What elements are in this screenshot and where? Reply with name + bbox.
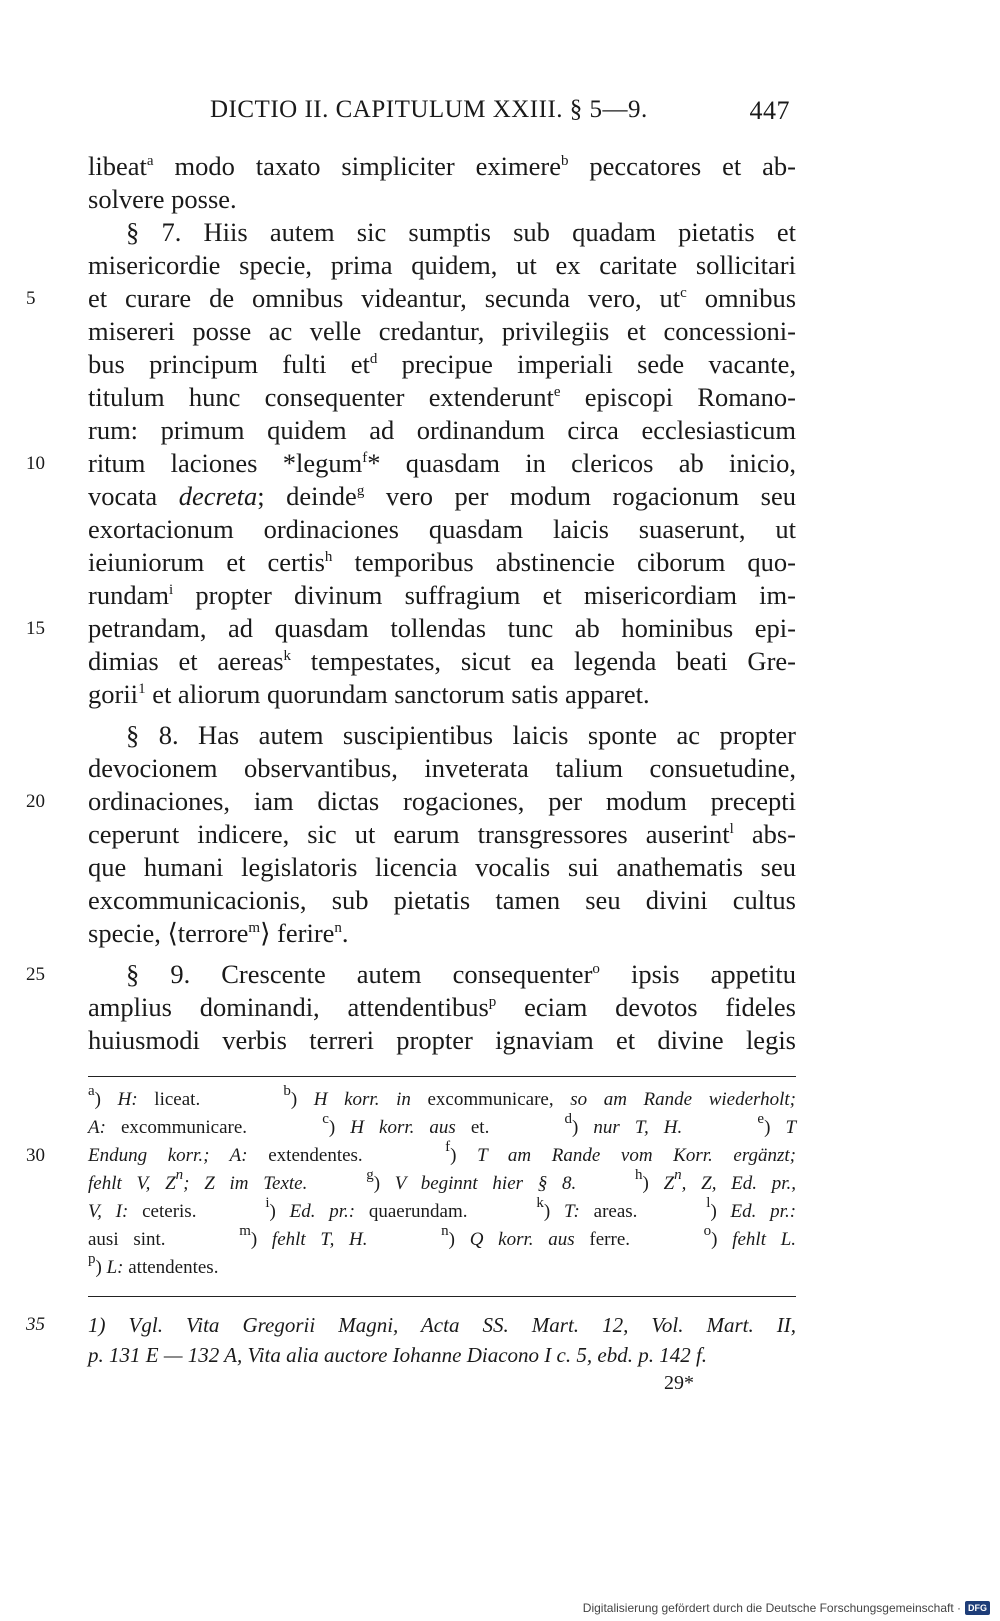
text-line [88, 480, 796, 513]
signature-mark: 29* [664, 1372, 694, 1394]
text-line-text: ordinaciones, iam dictas rogaciones, per modum precepti [88, 786, 796, 816]
text-line [88, 645, 796, 678]
text-line [26, 785, 796, 818]
digitization-credit [583, 1601, 990, 1615]
text-line-text: amplius dominandi, attendentibus$^p$ eciam devotos fideles [88, 992, 796, 1022]
text-line [88, 818, 796, 851]
text-line [88, 1024, 796, 1057]
text-line [88, 150, 796, 183]
text-line-text: misereri posse ac velle credantur, privilegiis et concessioni- [88, 316, 796, 346]
footnote-line-text: V, I: ceteris. $^i$) Ed. pr.: quaerundam. $^k$) T: areas. $^l$) Ed. pr.: [88, 1195, 797, 1222]
text-line [88, 348, 796, 381]
text-line-text: rum: primum quidem ad ordinandum circa ecclesiasticum [88, 415, 796, 445]
footnote-line [88, 1195, 797, 1226]
footnote-line-text: Endung korr.; A: extendentes. $^f$) T am Rande vom Korr. ergänzt; [88, 1139, 797, 1166]
footnote-line [88, 1223, 797, 1254]
footnote-line [88, 1251, 796, 1282]
line-number: 5 [26, 288, 36, 309]
text-line [88, 579, 796, 612]
text-line-text: solvere posse. [88, 184, 237, 214]
text-line-text: specie, ⟨terrore$^m$⟩ ferire$^n$. [88, 918, 349, 948]
credit-text: Digitalisierung gefördert durch die Deutsche Forschungsgemeinschaft · [582, 1601, 961, 1615]
page-number: 447 [749, 96, 790, 125]
line-number: 25 [26, 964, 45, 985]
footnote-line-text: $^p$) L: attendentes. [88, 1251, 219, 1278]
running-header [200, 96, 790, 132]
text-line [88, 678, 796, 711]
reference-line-text: p. 131 E — 132 A, Vita alia auctore Iohanne Diacono I c. 5, ebd. p. 142 f. [88, 1343, 708, 1367]
footnote-line [88, 1111, 797, 1142]
text-line [26, 447, 796, 480]
text-line-text: rundam$^i$ propter divinum suffragium et misericordiam im- [88, 580, 796, 610]
critical-apparatus [26, 1083, 797, 1282]
text-line-text: ritum laciones *legum$^f$* quasdam in clericos ab inicio, [88, 448, 796, 478]
reference-line [26, 1310, 797, 1340]
text-line [88, 315, 796, 348]
text-line [88, 917, 796, 950]
text-line-text: petrandam, ad quasdam tollendas tunc ab hominibus epi- [88, 613, 796, 643]
text-line [88, 183, 796, 216]
text-line-text: et curare de omnibus videantur, secunda vero, $ut^c$ omnibus [88, 283, 797, 313]
text-line-text: bus principum fulti $et^d$ precipue imperiali sede vacante, [88, 349, 796, 379]
text-line [26, 282, 797, 315]
line-number: 30 [26, 1145, 45, 1166]
text-line-text: titulum hunc consequenter extenderunt$^e$ episcopi Romano- [88, 382, 796, 412]
text-line [88, 414, 796, 447]
text-line [88, 249, 796, 282]
text-line-text: § 7. Hiis autem sic sumptis sub quadam pietatis et [126, 217, 796, 247]
text-line [88, 991, 796, 1024]
footnote-divider [88, 1076, 796, 1077]
text-line [88, 719, 796, 752]
running-title: DICTIO II. CAPITULUM XXIII. § 5—9. [210, 96, 648, 123]
text-line [88, 381, 796, 414]
footnote-line [88, 1083, 796, 1114]
text-line-text: vocata decreta; deinde$^g$ vero per modum rogacionum seu [88, 481, 797, 511]
text-line [26, 612, 796, 645]
text-line [88, 884, 796, 917]
text-line-text: ieiuniorum et certis$^h$ temporibus abstinencie ciborum quo- [88, 547, 796, 577]
text-line [88, 216, 796, 249]
reference-line [88, 1340, 796, 1370]
footnote-line [26, 1139, 797, 1170]
text-line [88, 546, 796, 579]
footnote-line-text: A: excommunicare. $^c$) H korr. aus et. $^d$) nur T, H. $^e$) T [88, 1111, 797, 1138]
text-line-text: dimias et aereas$^k$ tempestates, sicut ea legenda beati Gre- [88, 646, 796, 676]
text-line [88, 752, 796, 785]
text-line-text: misericordie specie, prima quidem, ut ex caritate sollicitari [88, 250, 796, 280]
line-number: 20 [26, 791, 45, 812]
text-line-text: excommunicacionis, sub pietatis tamen seu divini cultus [88, 885, 796, 915]
footnote-line-text: fehlt V, $Z^n$; Z im Texte. $^g$) V beginnt hier § 8. $^h$) $Z^n$, Z, Ed. pr., [88, 1167, 797, 1194]
footnote-line-text: $^a$) H: liceat. $^b$) H korr. in excommunicare, so am Rande wiederholt; [88, 1083, 796, 1110]
text-line-text: § 8. Has autem suscipientibus laicis sponte ac propter [126, 720, 796, 750]
text-line [26, 958, 796, 991]
text-line-text: gorii$^1$ et aliorum quorundam sanctorum satis apparet. [88, 679, 650, 709]
line-number: 35 [26, 1314, 45, 1335]
text-line [88, 851, 796, 884]
dfg-logo: DFG [965, 1601, 990, 1615]
source-notes [26, 1310, 797, 1370]
text-line-text: que humani legislatoris licencia vocalis sui anathematis seu [88, 852, 796, 882]
line-number: 15 [26, 618, 45, 639]
text-line-text: exortacionum ordinaciones quasdam laicis suaserunt, ut [88, 514, 796, 544]
reference-line-text: 1) Vgl. Vita Gregorii Magni, Acta SS. Mart. 12, Vol. Mart. II, [88, 1313, 797, 1337]
line-number: 10 [26, 453, 45, 474]
reference-divider [88, 1296, 796, 1297]
text-line-text: libeat$^a$ modo taxato simpliciter eximere$^b$ peccatores et ab- [88, 151, 796, 181]
text-line-text: § 9. Crescente autem consequenter$^o$ ipsis appetitu [126, 959, 796, 989]
text-line [88, 513, 796, 546]
text-line-text: devocionem observantibus, inveterata talium consuetudine, [88, 753, 796, 783]
footnote-line-text: ausi sint. $^m$) fehlt T, H. $^n$) Q korr. aus ferre. $^o$) fehlt L. [88, 1223, 797, 1250]
text-line-text: ceperunt indicere, sic ut earum transgressores auserint$^l$ abs- [88, 819, 796, 849]
main-text [26, 150, 797, 1057]
text-line-text: huiusmodi verbis terreri propter ignaviam et divine legis [88, 1025, 796, 1055]
footnote-line [88, 1167, 797, 1198]
